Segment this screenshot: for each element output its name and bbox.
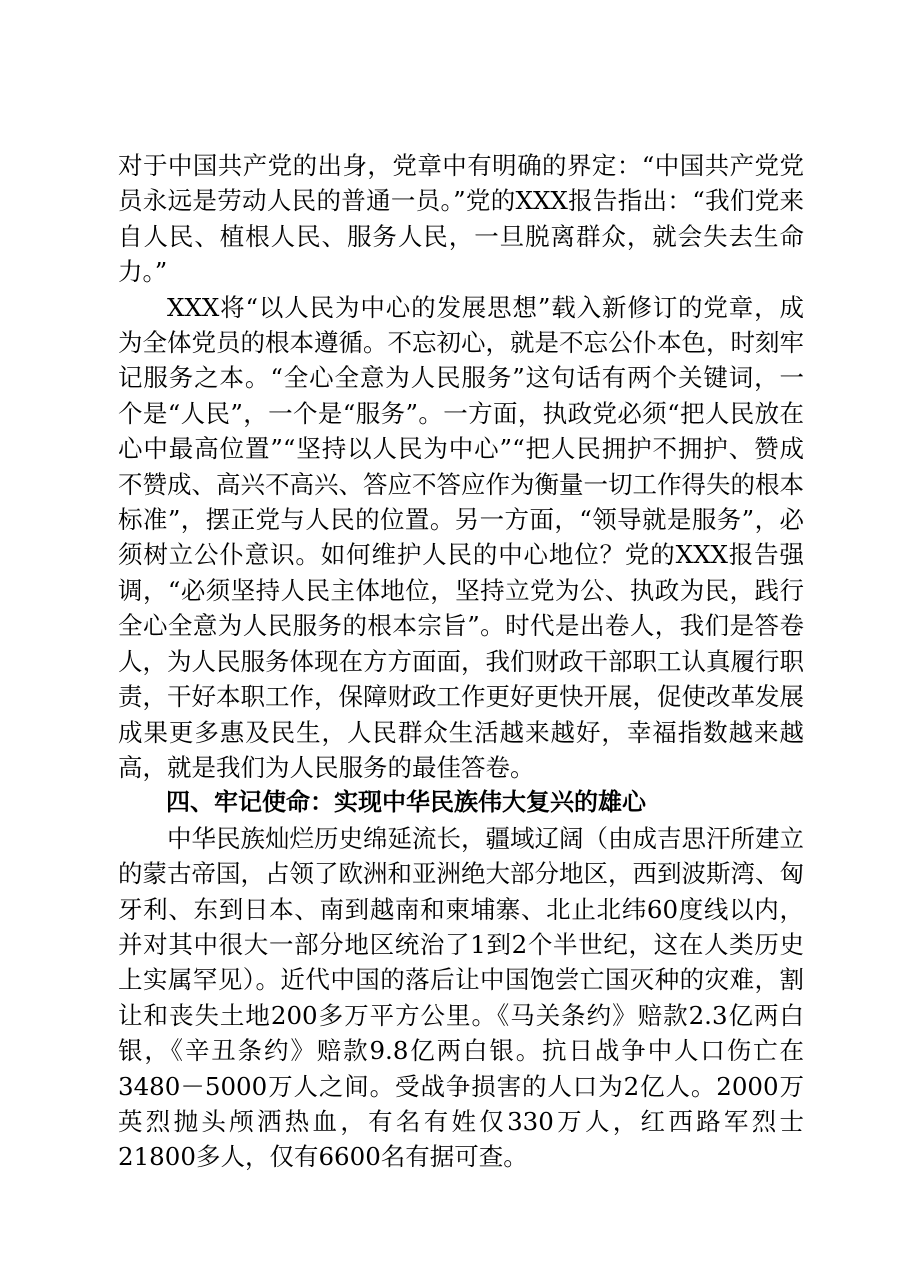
paragraph-people-centered: XXX将“以人民为中心的发展思想”载入新修订的党章，成为全体党员的根本遵循。不忘初心，就是不忘公仆本色，时刻牢记服务之本。“全心全意为人民服务”这句话有两个关键词，一个是“人民”，一个是“服务”。一方面，执政党必须“把人民放在心中最高位置”“坚持以人民为中心”“把人民拥护不拥护、赞成不赞成、高兴不高兴、答应不答应作为衡量一切工作得失的根本标准”，摆正党与人民的位置。另一方面，“领导就是服务”，必须树立公仆意识。如何维护人民的中心地位？党的XXX报告强调，“必须坚持人民主体地位，坚持立党为公、执政为民，践行全心全意为人民服务的根本宗旨”。时代是出卷人，我们是答卷人，为人民服务体现在方方面面，我们财政干部职工认真履行职责，干好本职工作，保障财政工作更好更快开展，促使改革发展成果更多惠及民生，人民群众生活越来越好，幸福指数越来越高，就是我们为人民服务的最佳答卷。 (118, 292, 804, 782)
section-heading: 四、牢记使命：实现中华民族伟大复兴的雄心 (166, 788, 646, 817)
paragraph-party-origin: 对于中国共产党的出身，党章中有明确的界定：“中国共产党党员永远是劳动人民的普通一员。”党的XXX报告指出：“我们党来自人民、植根人民、服务人民，一旦脱离群众，就会失去生命力。” (118, 151, 804, 287)
paragraph-national-history: 中华民族灿烂历史绵延流长，疆域辽阔（由成吉思汗所建立的蒙古帝国，占领了欧洲和亚洲绝大部分地区，西到波斯湾、匈牙利、东到日本、南到越南和柬埔寨、北止北纬60度线以内，并对其中很大一部分地区统治了1到2个半世纪，这在人类历史上实属罕见）。近代中国的落后让中国饱尝亡国灭种的灾难，割让和丧失土地200多万平方公里。《马关条约》赔款2.3亿两白银，《辛丑条约》赔款9.8亿两白银。抗日战争中人口伤亡在3480－5000万人之间。受战争损害的人口为2亿人。2000万英烈抛头颅洒热血，有名有姓仅330万人，红西路军烈士21800多人，仅有6600名有据可查。 (118, 823, 804, 1172)
document-page (118, 148, 804, 1175)
